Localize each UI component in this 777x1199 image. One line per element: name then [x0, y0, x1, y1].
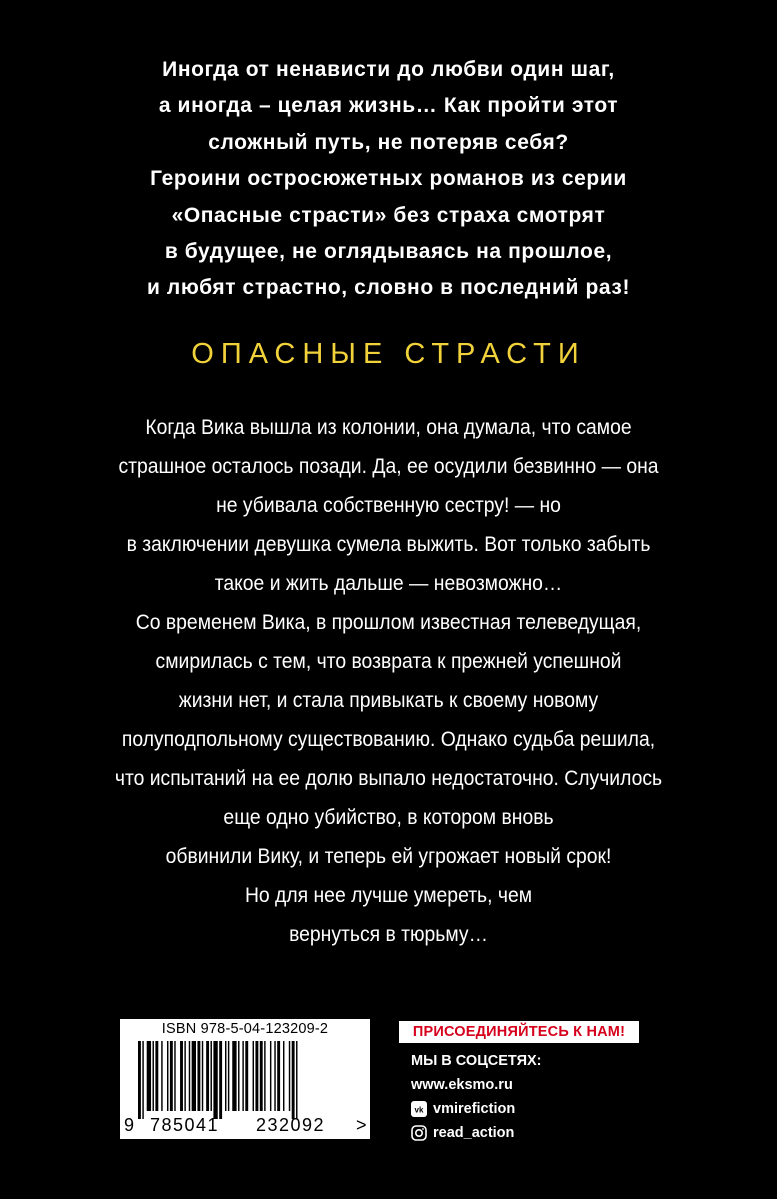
- synopsis-block: [39, 408, 738, 954]
- isbn-label: ISBN 978-5-04-123209-2: [161, 1021, 329, 1037]
- synopsis-line: еще одно убийство, в котором вновь: [223, 805, 554, 829]
- tagline-line: сложный путь, не потеряв себя?: [208, 130, 569, 154]
- tagline-line: «Опасные страсти» без страха смотрят: [171, 203, 606, 227]
- barcode-bar: [225, 1041, 226, 1111]
- barcode-bar: [155, 1041, 158, 1111]
- synopsis-line: в заключении девушка сумела выжить. Вот только забыть: [126, 532, 651, 556]
- barcode-bar: [213, 1041, 217, 1119]
- barcode-bar: [180, 1041, 183, 1111]
- barcode-bar: [197, 1041, 200, 1111]
- website-link[interactable]: www.eksmo.ru: [411, 1077, 513, 1093]
- barcode-quiet-mark: >: [356, 1115, 369, 1135]
- synopsis-line: не убивала собственную сестру! — но: [216, 493, 561, 517]
- vk-handle: vmirefiction: [433, 1101, 516, 1117]
- synopsis-line: страшное осталось позади. Да, ее осудили безвинно — она: [118, 454, 659, 478]
- barcode-bar: [238, 1041, 239, 1111]
- synopsis-line: такое и жить дальше — невозможно…: [214, 571, 563, 595]
- barcode-bar: [153, 1041, 154, 1111]
- join-us-badge: ПРИСОЕДИНЯЙТЕСЬ К НАМ!: [399, 1021, 639, 1043]
- synopsis-line: жизни нет, и стала привыкать к своему новому: [178, 688, 599, 712]
- synopsis-line: Но для нее лучше умереть, чем: [244, 883, 533, 907]
- tagline-line: Героини остросюжетных романов из серии: [150, 167, 627, 191]
- tagline-line: в будущее, не оглядываясь на прошлое,: [164, 240, 613, 264]
- barcode-bar: [242, 1041, 243, 1111]
- synopsis-line: Когда Вика вышла из колонии, она думала, что самое: [145, 415, 632, 439]
- barcode-bar: [270, 1041, 271, 1111]
- barcode-bar: [192, 1041, 196, 1111]
- barcode-bar: [206, 1041, 209, 1111]
- social-links: [411, 1049, 542, 1145]
- instagram-icon: [411, 1125, 427, 1141]
- synopsis-line: обвинили Вику, и теперь ей угрожает новый срок!: [165, 844, 612, 868]
- barcode-bar: [189, 1041, 190, 1111]
- barcode-bar: [253, 1041, 254, 1111]
- tagline-line: а иногда – целая жизнь… Как пройти этот: [158, 94, 619, 118]
- barcode-bar: [255, 1041, 258, 1111]
- tagline-block: [0, 52, 777, 307]
- barcode-bar: [277, 1041, 280, 1111]
- barcode-bar: [170, 1041, 173, 1111]
- barcode-bar: [142, 1041, 143, 1119]
- barcode-bar: [274, 1041, 275, 1111]
- barcode-panel: [120, 1019, 370, 1139]
- barcode-bars: [138, 1041, 352, 1119]
- barcode-bar: [202, 1041, 203, 1111]
- barcode-bar: [260, 1041, 263, 1111]
- synopsis-line: вернуться в тюрьму…: [289, 922, 488, 946]
- barcode-bar: [184, 1041, 185, 1111]
- synopsis-line: смирилась с тем, что возврата к прежней успешной: [155, 649, 622, 673]
- barcode-bar: [211, 1041, 212, 1111]
- barcode-bar: [283, 1041, 284, 1111]
- barcode-bar: [228, 1041, 229, 1111]
- barcode-bar: [167, 1041, 168, 1111]
- barcode-bar: [289, 1041, 290, 1111]
- barcode-bar: [292, 1041, 295, 1119]
- barcode-bar: [219, 1041, 222, 1119]
- barcode-bar: [264, 1041, 265, 1111]
- social-heading: МЫ В СОЦСЕТЯХ:: [411, 1053, 542, 1069]
- barcode-lead-digit: 9: [124, 1115, 136, 1135]
- svg-text:vk: vk: [414, 1105, 424, 1115]
- tagline-line: и любят страстно, словно в последний раз!: [146, 276, 631, 300]
- barcode-bar: [161, 1041, 162, 1111]
- vk-icon: [411, 1101, 427, 1117]
- barcode-bar: [245, 1041, 248, 1111]
- synopsis-line: Со временем Вика, в прошлом известная телеведущая,: [135, 610, 642, 634]
- synopsis-line: полуподпольному существованию. Однако судьба решила,: [121, 727, 656, 751]
- instagram-handle: read_action: [433, 1125, 515, 1141]
- barcode-bar: [147, 1041, 151, 1111]
- barcode-bar: [296, 1041, 297, 1119]
- barcode-bar: [174, 1041, 175, 1111]
- instagram-link[interactable]: [411, 1121, 542, 1145]
- vk-link[interactable]: [411, 1097, 542, 1121]
- tagline-line: Иногда от ненависти до любви один шаг,: [162, 58, 615, 81]
- series-title: ОПАСНЫЕ СТРАСТИ: [191, 338, 586, 370]
- synopsis-line: что испытаний на ее долю выпало недостаточно. Случилось: [114, 766, 663, 790]
- barcode-bar: [232, 1041, 236, 1111]
- barcode-right-digits: 232092: [256, 1115, 326, 1135]
- barcode-bar: [138, 1041, 141, 1119]
- barcode-left-digits: 785041: [150, 1115, 220, 1135]
